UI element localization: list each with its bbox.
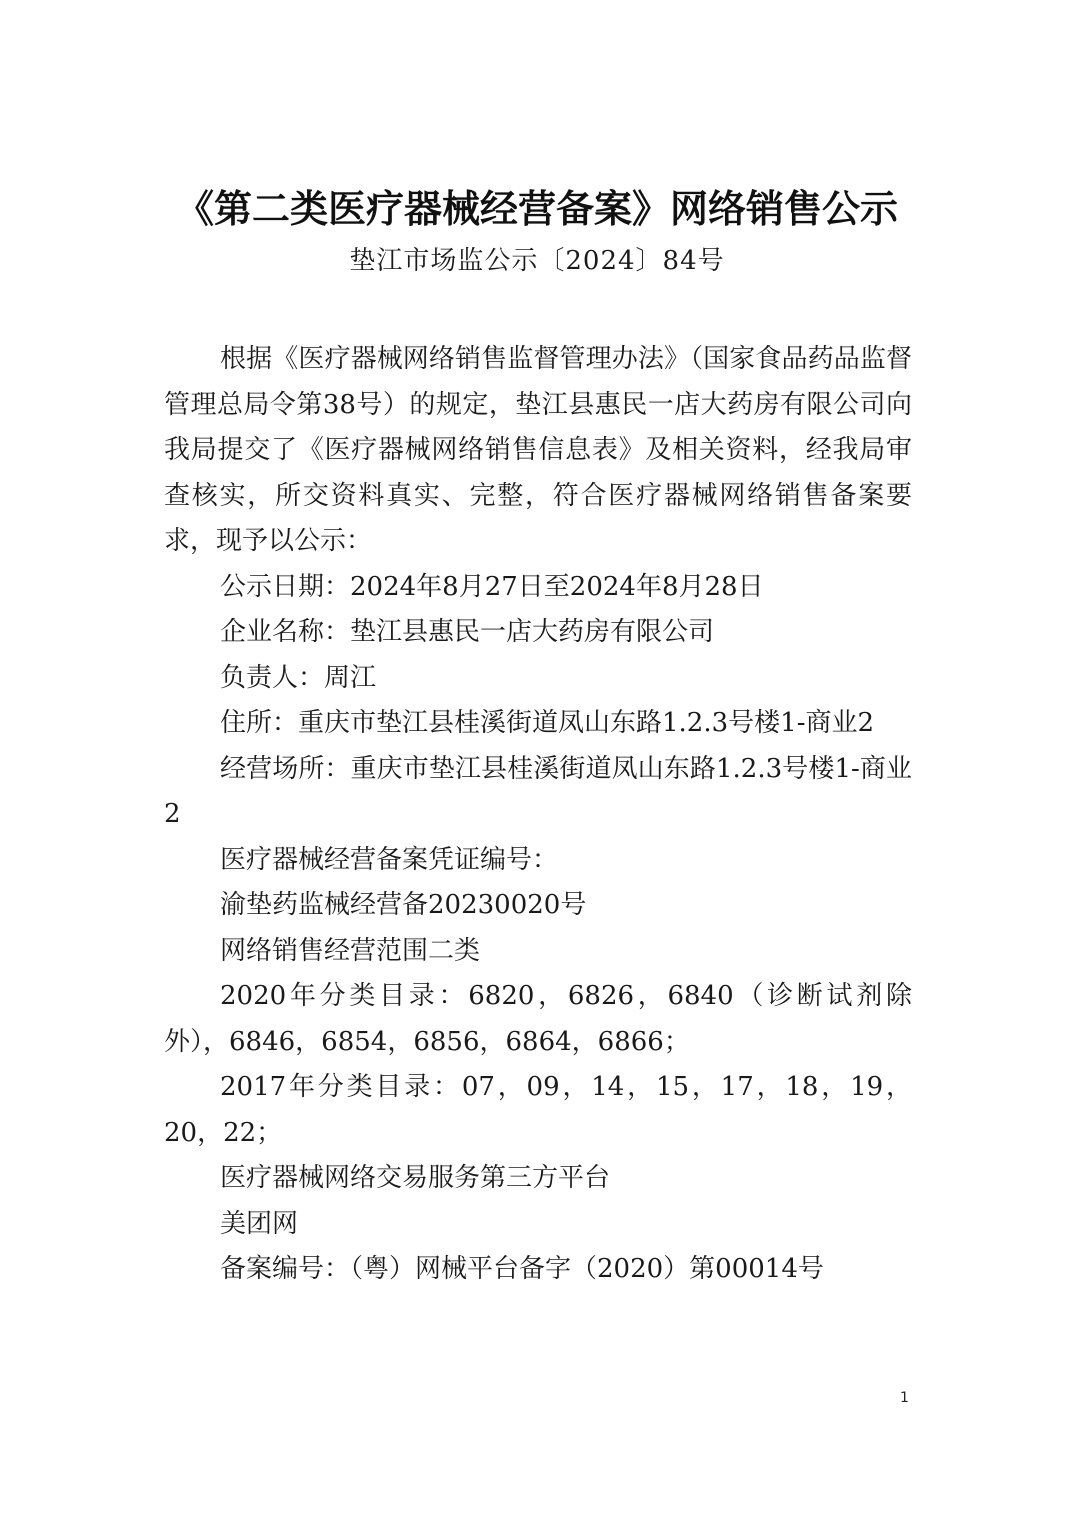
certificate-label: 医疗器械经营备案凭证编号： — [220, 844, 559, 875]
notice-date: 公示日期：2024年8月27日至2024年8月28日 — [220, 571, 764, 602]
intro-paragraph: 根据《医疗器械网络销售监督管理办法》（国家食品药品监督管理总局令第38号）的规定，垫江县惠民一店大药房有限公司向我局提交了《医疗器械网络销售信息表》及相关资料，经我局审查核实，所交资料真实、完整，符合医疗器械网络销售备案要求，现予以公示： — [164, 344, 912, 556]
person-in-charge: 负责人：周江 — [220, 662, 377, 693]
platform-name: 美团网 — [220, 1208, 299, 1239]
document-number: 垫江市场监公示〔2024〕84号 — [349, 246, 725, 276]
sales-scope-heading: 网络销售经营范围二类 — [220, 935, 481, 966]
business-address: 经营场所：重庆市垫江县桂溪街道凤山东路1.2.3号楼1-商业2 — [164, 753, 912, 829]
residence-address: 住所：重庆市垫江县桂溪街道凤山东路1.2.3号楼1-商业2 — [220, 708, 875, 738]
platform-heading: 医疗器械网络交易服务第三方平台 — [220, 1163, 611, 1193]
page-number: 1 — [900, 1390, 909, 1406]
document-title: 《第二类医疗器械经营备案》网络销售公示 — [175, 187, 898, 231]
document-body — [164, 337, 912, 1293]
catalog-2020: 2020年分类目录：6820，6826，6840（诊断试剂除外），6846，6854，6856，6864，6866； — [164, 981, 912, 1057]
platform-record-number: 备案编号：（粤）网械平台备字（2020）第00014号 — [220, 1254, 824, 1284]
certificate-number: 渝垫药监械经营备20230020号 — [220, 890, 587, 920]
catalog-2017: 2017年分类目录：07，09，14，15，17，18，19，20，22； — [164, 1072, 912, 1148]
company-name: 企业名称：垫江县惠民一店大药房有限公司 — [220, 617, 715, 647]
